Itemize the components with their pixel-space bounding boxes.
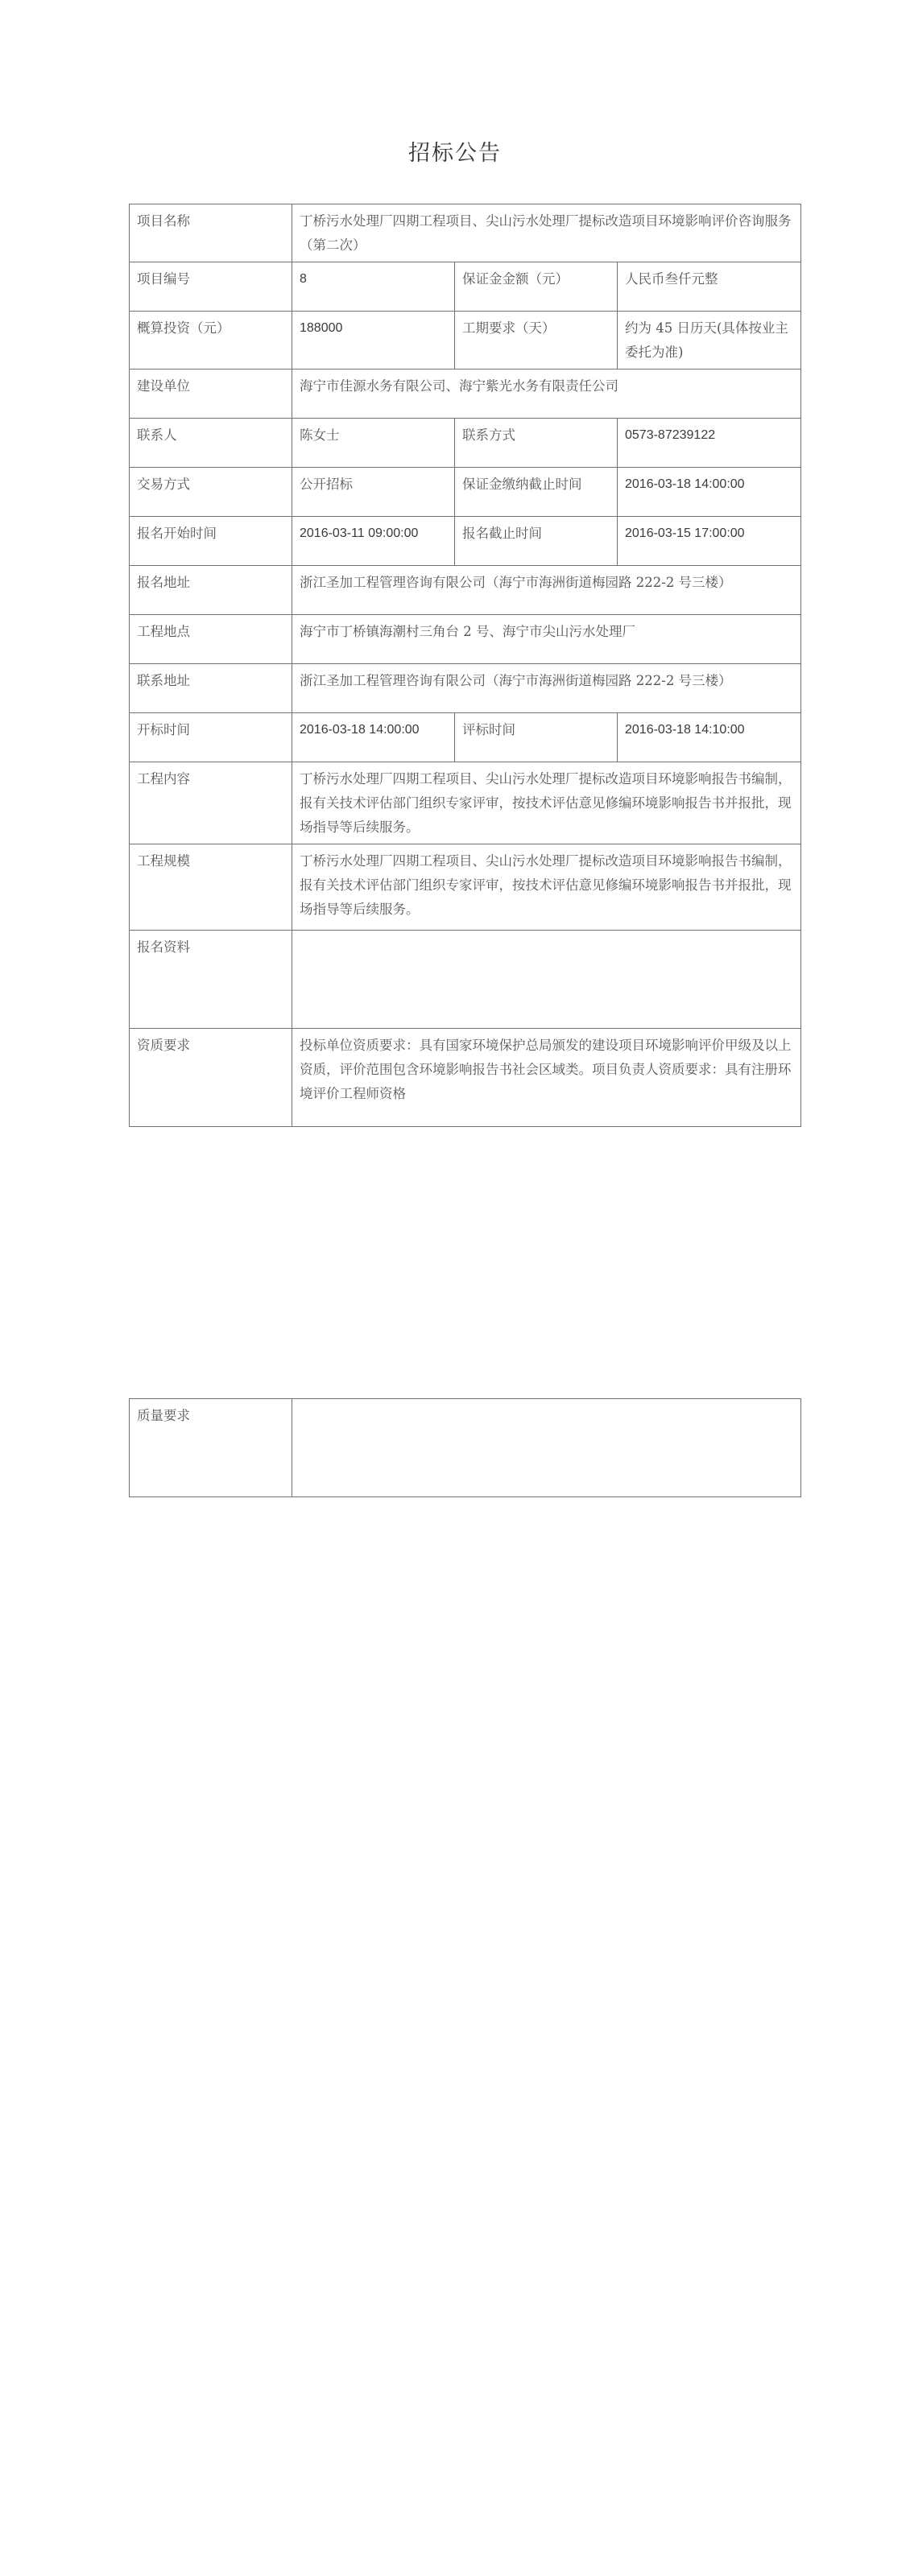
- qualification-label: 资质要求: [130, 1029, 292, 1127]
- registration-address-value: 浙江圣加工程管理咨询有限公司（海宁市海洲街道梅园路 222-2 号三楼）: [292, 566, 801, 615]
- project-scale-value: 丁桥污水处理厂四期工程项目、尖山污水处理厂提标改造项目环境影响报告书编制，报有关技术评估部门组织专家评审，按技术评估意见修编环境影响报告书并报批，现场指导等后续服务。: [292, 844, 801, 931]
- table-row: [130, 713, 801, 762]
- table-row: [130, 931, 801, 1029]
- table-row: [130, 1399, 801, 1497]
- tender-info-table: [129, 204, 801, 1127]
- registration-address-label: 报名地址: [130, 566, 292, 615]
- registration-start-label: 报名开始时间: [130, 517, 292, 566]
- trade-method-value: 公开招标: [292, 468, 455, 517]
- project-content-value: 丁桥污水处理厂四期工程项目、尖山污水处理厂提标改造项目环境影响报告书编制，报有关技术评估部门组织专家评审，按技术评估意见修编环境影响报告书并报批，现场指导等后续服务。: [292, 762, 801, 844]
- page-title: 招标公告: [408, 141, 502, 166]
- table-row: [130, 262, 801, 312]
- deposit-deadline-label: 保证金缴纳截止时间: [455, 468, 618, 517]
- project-number-label: 项目编号: [130, 262, 292, 312]
- table-row: [130, 204, 801, 262]
- table-row: [130, 419, 801, 468]
- quality-value: [292, 1399, 801, 1497]
- registration-materials-value: [292, 931, 801, 1029]
- deposit-amount-value: 人民币叁仟元整: [618, 262, 801, 312]
- project-location-label: 工程地点: [130, 615, 292, 664]
- project-name-label: 项目名称: [130, 204, 292, 262]
- construction-period-label: 工期要求（天）: [455, 312, 618, 369]
- table-row: [130, 844, 801, 931]
- registration-materials-label: 报名资料: [130, 931, 292, 1029]
- table-row: [130, 566, 801, 615]
- table-row: [130, 664, 801, 713]
- trade-method-label: 交易方式: [130, 468, 292, 517]
- contact-address-label: 联系地址: [130, 664, 292, 713]
- deposit-amount-label: 保证金金额（元）: [455, 262, 618, 312]
- budget-value: 188000: [292, 312, 455, 369]
- quality-label: 质量要求: [130, 1399, 292, 1497]
- table-row: [130, 468, 801, 517]
- contact-address-value: 浙江圣加工程管理咨询有限公司（海宁市海洲街道梅园路 222-2 号三楼）: [292, 664, 801, 713]
- registration-start-value: 2016-03-11 09:00:00: [292, 517, 455, 566]
- project-scale-label: 工程规模: [130, 844, 292, 931]
- bid-evaluation-time-label: 评标时间: [455, 713, 618, 762]
- construction-period-value: 约为 45 日历天(具体按业主委托为准): [618, 312, 801, 369]
- project-content-label: 工程内容: [130, 762, 292, 844]
- contact-person-label: 联系人: [130, 419, 292, 468]
- builder-value: 海宁市佳源水务有限公司、海宁紫光水务有限责任公司: [292, 369, 801, 419]
- registration-end-label: 报名截止时间: [455, 517, 618, 566]
- contact-phone-value: 0573-87239122: [618, 419, 801, 468]
- project-name-value: 丁桥污水处理厂四期工程项目、尖山污水处理厂提标改造项目环境影响评价咨询服务（第二次）: [292, 204, 801, 262]
- table-row: [130, 615, 801, 664]
- deposit-deadline-value: 2016-03-18 14:00:00: [618, 468, 801, 517]
- project-location-value: 海宁市丁桥镇海潮村三角台 2 号、海宁市尖山污水处理厂: [292, 615, 801, 664]
- quality-table: [129, 1398, 801, 1497]
- registration-end-value: 2016-03-15 17:00:00: [618, 517, 801, 566]
- bid-opening-time-label: 开标时间: [130, 713, 292, 762]
- budget-label: 概算投资（元）: [130, 312, 292, 369]
- contact-person-value: 陈女士: [292, 419, 455, 468]
- table-row: [130, 762, 801, 844]
- qualification-value: 投标单位资质要求：具有国家环境保护总局颁发的建设项目环境影响评价甲级及以上资质，评价范围包含环境影响报告书社会区域类。项目负责人资质要求：具有注册环境评价工程师资格: [292, 1029, 801, 1127]
- builder-label: 建设单位: [130, 369, 292, 419]
- contact-phone-label: 联系方式: [455, 419, 618, 468]
- table-row: [130, 312, 801, 369]
- table-row: [130, 369, 801, 419]
- table-row: [130, 517, 801, 566]
- bid-evaluation-time-value: 2016-03-18 14:10:00: [618, 713, 801, 762]
- project-number-value: 8: [292, 262, 455, 312]
- bid-opening-time-value: 2016-03-18 14:00:00: [292, 713, 455, 762]
- table-row: [130, 1029, 801, 1127]
